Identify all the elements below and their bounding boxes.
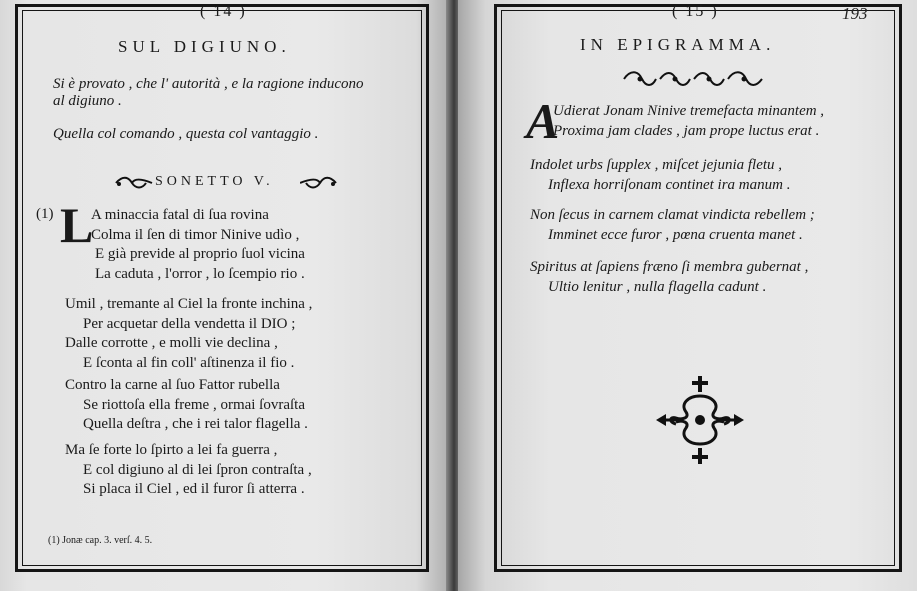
footnote: (1) Jonæ cap. 3. verſ. 4. 5. — [48, 535, 153, 546]
drop-cap: A — [526, 93, 560, 149]
sonnet-heading: SONETTO V. — [155, 174, 274, 189]
verse-line: Indolet urbs ſupplex , miſcet jejunia fletu , — [530, 157, 783, 173]
verse-line: Se riottoſa ella freme , ormai ſovraſta — [83, 396, 305, 413]
verse-line: E ſconta al fin coll' aſtinenza il fio . — [83, 354, 295, 371]
stanza-2 — [65, 295, 312, 373]
page-title: IN EPIGRAMMA. — [580, 35, 776, 54]
verse-line: Umil , tremante al Ciel la fronte inchina , — [65, 296, 313, 312]
verse-line: E già previde al proprio ſuol vicina — [95, 246, 305, 262]
stanza-3 — [65, 376, 308, 435]
stanza-1 — [91, 206, 299, 245]
verse-line: Contro la carne al ſuo Fattor rubella — [65, 377, 280, 393]
verse-line: Per acquetar della vendetta il DIO ; — [83, 315, 296, 332]
verse-line: Ultio lenitur , nulla flagella cadunt . — [548, 278, 767, 295]
couplet-3 — [530, 206, 815, 245]
intro-line: Quella col comando , questa col vantaggio . — [53, 126, 319, 142]
couplet-4 — [530, 258, 808, 297]
page-number: ( 15 ) — [672, 3, 719, 20]
verse-line: Dalle corrotte , e molli vie declina , — [65, 335, 278, 351]
stanza-4 — [65, 441, 312, 500]
verse-line: La caduta , l'orror , lo ſcempio rio . — [95, 265, 305, 282]
verse-line: Non ſecus in carnem clamat vindicta rebellem ; — [530, 207, 815, 223]
page-number: ( 14 ) — [200, 3, 247, 20]
verse-line: Colma il ſen di timor Ninive udìo , — [91, 226, 300, 243]
handwritten-page-number: 193 — [842, 4, 868, 23]
drop-cap: L — [60, 197, 94, 253]
couplet-2 — [530, 156, 790, 195]
footnote-marker: (1) — [36, 206, 54, 222]
right-page — [458, 0, 917, 591]
verse-line: Si placa il Ciel , ed il furor ſi atterra . — [83, 481, 305, 497]
stanza-1-cont — [79, 245, 305, 284]
fleuron-left-icon — [114, 175, 154, 191]
verse-line: Inflexa horriſonam continet ira manum . — [548, 176, 791, 193]
fleuron-band-icon — [620, 68, 765, 90]
verse-line: A minaccia fatal di ſua rovina — [91, 207, 269, 223]
verse-line: Ma ſe forte lo ſpirto a lei fa guerra , — [65, 442, 278, 458]
left-page — [0, 0, 452, 591]
couplet-1 — [553, 102, 824, 141]
verse-line: Imminet ecce furor , pœna cruenta manet . — [548, 226, 803, 243]
intro-line: al digiuno . — [53, 93, 122, 109]
verse-line: Quella deſtra , che i rei talor flagella . — [83, 416, 308, 432]
tailpiece-ornament-icon — [652, 374, 748, 466]
verse-line: Udierat Jonam Ninive tremefacta minantem , — [553, 103, 825, 119]
verse-line: Spiritus at ſapiens fræno ſi membra gubernat , — [530, 259, 809, 275]
verse-line: E col digiuno al di lei ſpron contraſta , — [83, 461, 312, 478]
intro-line: Si è provato , che l' autorità , e la ragione inducono — [53, 76, 364, 92]
verse-line: Proxima jam clades , jam prope luctus erat . — [553, 122, 820, 139]
fleuron-right-icon — [300, 175, 338, 191]
page-title: SUL DIGIUNO. — [118, 37, 291, 56]
